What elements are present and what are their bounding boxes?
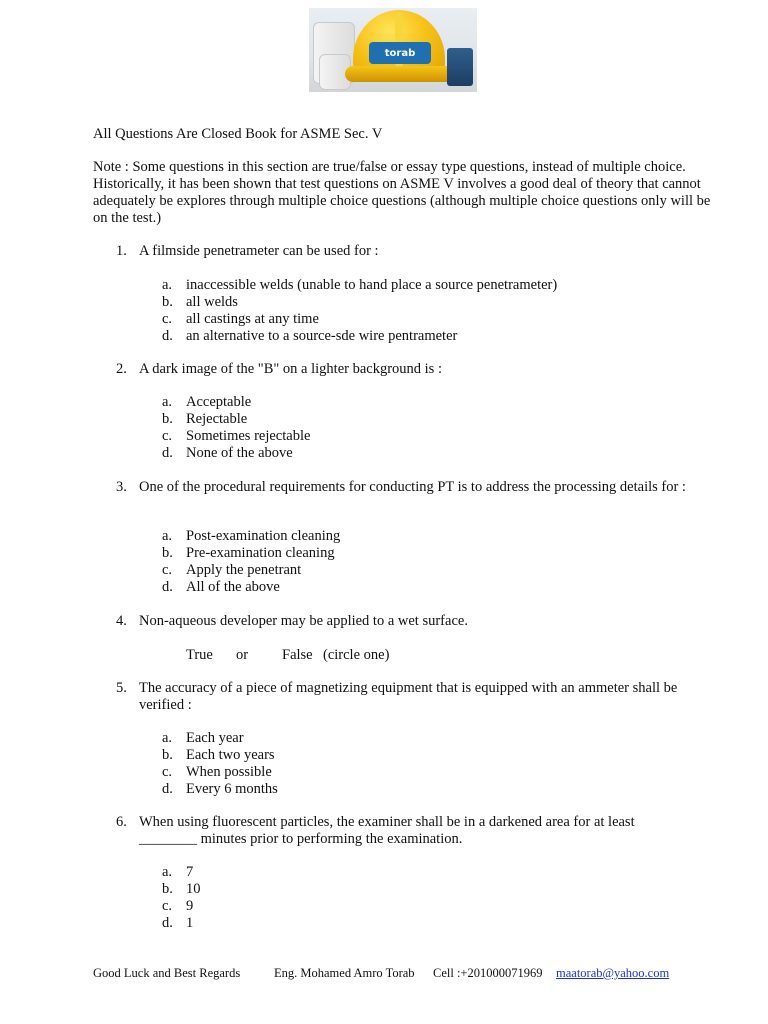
option-text: Acceptable bbox=[186, 394, 252, 410]
question-number: 1. bbox=[116, 243, 127, 259]
option-text: all welds bbox=[186, 294, 238, 310]
option-letter: d. bbox=[162, 579, 173, 595]
torab-logo-image bbox=[309, 8, 477, 92]
option-text: Rejectable bbox=[186, 411, 248, 427]
option-text: Apply the penetrant bbox=[186, 562, 302, 578]
option-letter: c. bbox=[162, 898, 173, 914]
option-text: All of the above bbox=[186, 579, 280, 595]
hard-hat-brim bbox=[345, 66, 457, 82]
question-text: When using fluorescent particles, the examiner shall be in a darkened area for at least ________ minutes prior to performing the examination. bbox=[139, 814, 635, 847]
option-letter: c. bbox=[162, 764, 173, 780]
option-letter: b. bbox=[162, 545, 173, 561]
option-text: an alternative to a source-sde wire pentrameter bbox=[186, 328, 458, 344]
footer-cell: Cell :+201000071969 bbox=[433, 966, 543, 980]
circle-one-instruction: (circle one) bbox=[323, 647, 390, 663]
footer-greeting: Good Luck and Best Regards bbox=[93, 966, 241, 980]
footer-author: Eng. Mohamed Amro Torab bbox=[274, 966, 415, 980]
option-letter: a. bbox=[162, 730, 173, 746]
logo-badge: torab bbox=[369, 42, 431, 64]
option-letter: a. bbox=[162, 528, 173, 544]
option-text: 1 bbox=[186, 915, 194, 931]
option-text: Each year bbox=[186, 730, 244, 746]
option-letter: d. bbox=[162, 781, 173, 797]
option-text: Every 6 months bbox=[186, 781, 278, 797]
option-text: Each two years bbox=[186, 747, 275, 763]
option-letter: c. bbox=[162, 311, 173, 327]
option-letter: c. bbox=[162, 562, 173, 578]
option-text: None of the above bbox=[186, 445, 293, 461]
question-text: One of the procedural requirements for conducting PT is to address the processing details for : bbox=[139, 479, 686, 495]
option-text: inaccessible welds (unable to hand place a source penetrameter) bbox=[186, 277, 558, 293]
option-letter: d. bbox=[162, 445, 173, 461]
option-text: Sometimes rejectable bbox=[186, 428, 311, 444]
option-text: 7 bbox=[186, 864, 194, 880]
footer-email-link[interactable]: maatorab@yahoo.com bbox=[556, 966, 670, 980]
note-paragraph: Note : Some questions in this section are true/false or essay type questions, instead of multiple choice. Historically, it has been shown that test questions on ASME V involves a good deal of theory that cannot adequately be explores through multiple choice questions (although multiple choice questions only will be on the test.) bbox=[93, 159, 711, 226]
option-text: Post-examination cleaning bbox=[186, 528, 341, 544]
option-text: When possible bbox=[186, 764, 272, 780]
option-letter: a. bbox=[162, 394, 173, 410]
option-letter: a. bbox=[162, 277, 173, 293]
question-number: 2. bbox=[116, 361, 127, 377]
false-option[interactable]: False bbox=[282, 647, 313, 663]
option-text: Pre-examination cleaning bbox=[186, 545, 335, 561]
question-number: 5. bbox=[116, 680, 127, 696]
tool-icon bbox=[447, 48, 473, 86]
option-letter: b. bbox=[162, 411, 173, 427]
option-text: all castings at any time bbox=[186, 311, 319, 327]
option-letter: d. bbox=[162, 328, 173, 344]
question-number: 4. bbox=[116, 613, 127, 629]
question-text: A dark image of the "B" on a lighter background is : bbox=[139, 361, 442, 377]
question-text: Non-aqueous developer may be applied to a wet surface. bbox=[139, 613, 468, 629]
question-text: A filmside penetrameter can be used for : bbox=[139, 243, 379, 259]
option-letter: b. bbox=[162, 881, 173, 897]
option-letter: a. bbox=[162, 864, 173, 880]
option-letter: b. bbox=[162, 294, 173, 310]
question-number: 3. bbox=[116, 479, 127, 495]
question-text: The accuracy of a piece of magnetizing equipment that is equipped with an ammeter shall be verified : bbox=[139, 680, 678, 713]
page-heading: All Questions Are Closed Book for ASME Sec. V bbox=[93, 126, 383, 142]
option-letter: d. bbox=[162, 915, 173, 931]
option-letter: b. bbox=[162, 747, 173, 763]
option-text: 9 bbox=[186, 898, 194, 914]
or-label: or bbox=[236, 647, 249, 663]
question-number: 6. bbox=[116, 814, 127, 830]
option-text: 10 bbox=[186, 881, 201, 897]
option-letter: c. bbox=[162, 428, 173, 444]
true-option[interactable]: True bbox=[186, 647, 213, 663]
